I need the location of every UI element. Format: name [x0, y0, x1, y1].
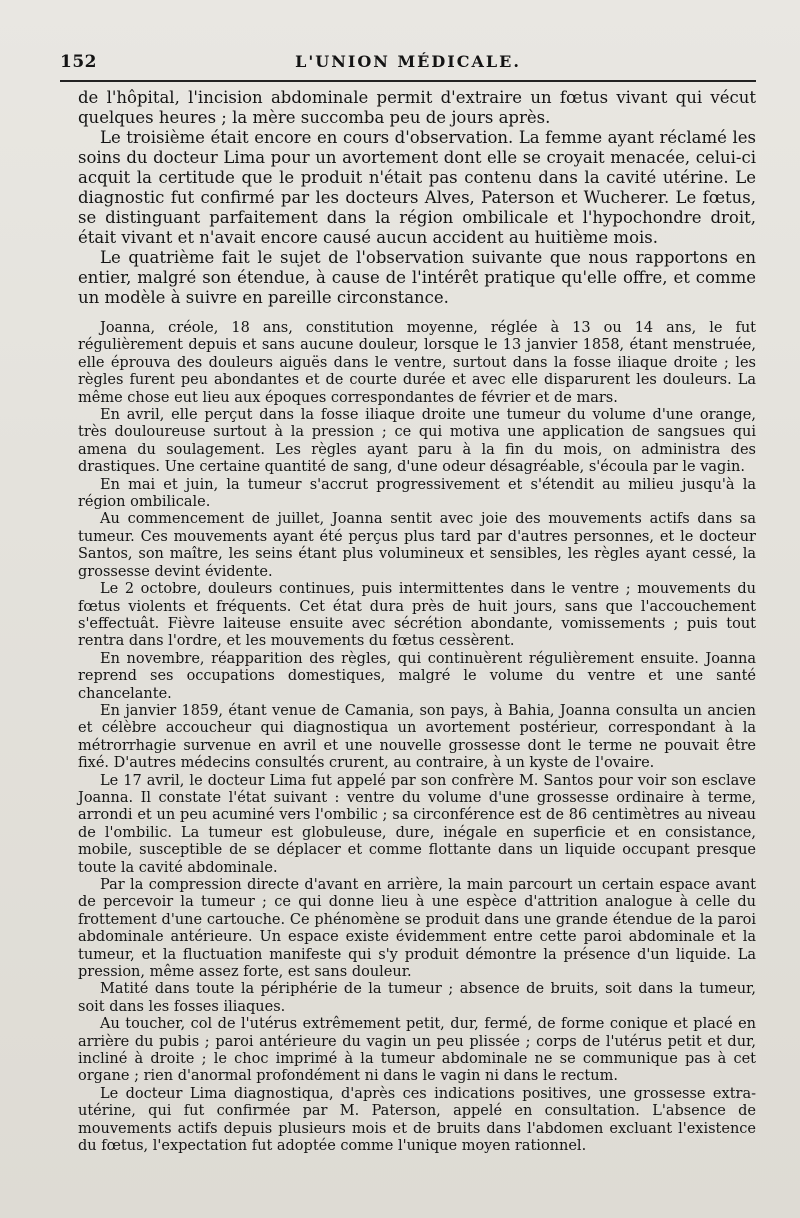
page-header	[60, 50, 756, 74]
running-head: L'UNION MÉDICALE.	[295, 52, 521, 71]
paragraph: Le troisième était encore en cours d'observation. La femme ayant réclamé les soins du docteur Lima pour un avortement dont elle se croyait menacée, celui-ci acquit la certitude que le produit n'était pas contenu dans la cavité utérine. Le diagnostic fut confirmé par les docteurs Alves, Paterson et Wucherer. Le fœtus, se distinguant parfaitement dans la région ombilicale et l'hypochondre droit, était vivant et n'avait encore causé aucun accident au huitième mois.	[78, 128, 756, 247]
observation-paragraph: En janvier 1859, étant venue de Camania, son pays, à Bahia, Joanna consulta un ancien et célèbre accoucheur qui diagnostiqua un avortement postérieur, correspondant à la métrorrhagie survenue en avril et une nouvelle grossesse dont le terme ne pouvait être fixé. D'autres médecins consultés crurent, au contraire, à un kyste de l'ovaire.	[78, 702, 756, 772]
observation-paragraph: Le 17 avril, le docteur Lima fut appelé par son confrère M. Santos pour voir son esclave Joanna. Il constate l'état suivant : ventre du volume d'une grossesse ordinaire à terme, arrondi et un peu acuminé vers l'ombilic ; sa circonférence est de 86 centimètres au niveau de l'ombilic. La tumeur est globuleuse, dure, inégale en superficie et en consistance, mobile, susceptible de se déplacer et comme flottante dans un liquide occupant presque toute la cavité abdominale.	[78, 772, 756, 876]
page-number: 152	[60, 52, 97, 72]
observation-paragraph: Le docteur Lima diagnostiqua, d'après ces indications positives, une grossesse extra-utérine, qui fut confirmée par M. Paterson, appelé en consultation. L'absence de mouvements actifs depuis plusieurs mois et de bruits dans l'abdomen excluant l'existence du fœtus, l'expectation fut adoptée comme l'unique moyen rationnel.	[78, 1085, 756, 1155]
header-rule	[60, 80, 756, 82]
observation-paragraph: En avril, elle perçut dans la fosse iliaque droite une tumeur du volume d'une orange, très douloureuse surtout à la pression ; ce qui motiva une application de sangsues qui amena du soulagement. Les règles ayant paru à la fin du mois, on administra des drastiques. Une certaine quantité de sang, d'une odeur désagréable, s'écoula par le vagin.	[78, 407, 756, 476]
observation-paragraph: Matité dans toute la périphérie de la tumeur ; absence de bruits, soit dans la tumeur, soit dans les fosses iliaques.	[78, 981, 756, 1015]
observation-paragraph: Le 2 octobre, douleurs continues, puis intermittentes dans le ventre ; mouvements du fœtus violents et fréquents. Cet état dura près de huit jours, sans que l'accouchement s'effectuât. Fièvre laiteuse ensuite avec sécrétion abondante, vomissements ; puis tout rentra dans l'ordre, et les mouvements du fœtus cessèrent.	[78, 581, 756, 650]
observation-paragraph: Par la compression directe d'avant en arrière, la main parcourt un certain espace avant de percevoir la tumeur ; ce qui donne lieu à une espèce d'attrition analogue à celle du frottement d'une cartouche. Ce phénomène se produit dans une grande étendue de la paroi abdominale antérieure. Un espace existe évidemment entre cette paroi abdominale et la tumeur, et la fluctuation manifeste qui s'y produit démontre la présence d'un liquide. La pression, même assez forte, est sans douleur.	[78, 877, 756, 981]
observation-paragraph: En novembre, réapparition des règles, qui continuèrent régulièrement ensuite. Joanna reprend ses occupations domestiques, malgré le volume du ventre et une santé chancelante.	[78, 650, 756, 702]
observation-paragraph: En mai et juin, la tumeur s'accrut progressivement et s'étendit au milieu jusqu'à la région ombilicale.	[78, 476, 756, 511]
main-text	[78, 88, 756, 1156]
spacer	[78, 308, 756, 320]
observation-paragraph: Joanna, créole, 18 ans, constitution moyenne, réglée à 13 ou 14 ans, le fut régulièrement depuis et sans aucune douleur, lorsque le 13 janvier 1858, étant menstruée, elle éprouva des douleurs aiguës dans le ventre, surtout dans la fosse iliaque droite ; les règles furent peu abondantes et de courte durée et avec elle disparurent les douleurs. La même chose eut lieu aux époques correspondantes de février et de mars.	[78, 320, 756, 406]
paragraph: Le quatrième fait le sujet de l'observation suivante que nous rapportons en entier, malgré son étendue, à cause de l'intérêt pratique qu'elle offre, et comme un modèle à suivre en pareille circonstance.	[78, 248, 756, 307]
observation-paragraph: Au toucher, col de l'utérus extrêmement petit, dur, fermé, de forme conique et placé en arrière du pubis ; paroi antérieure du vagin un peu plissée ; corps de l'utérus petit et dur, incliné à droite ; le choc imprimé à la tumeur abdominale ne se communique pas à cet organe ; rien d'anormal profondément ni dans le vagin ni dans le rectum.	[78, 1016, 756, 1085]
observation-paragraph: Au commencement de juillet, Joanna sentit avec joie des mouvements actifs dans sa tumeur. Ces mouvements ayant été perçus plus tard par d'autres personnes, et le docteur Santos, son maître, les seins étant plus volumineux et sensibles, les règles ayant cessé, la grossesse devint évidente.	[78, 511, 756, 580]
paragraph: de l'hôpital, l'incision abdominale permit d'extraire un fœtus vivant qui vécut quelques heures ; la mère succomba peu de jours après.	[78, 88, 756, 127]
